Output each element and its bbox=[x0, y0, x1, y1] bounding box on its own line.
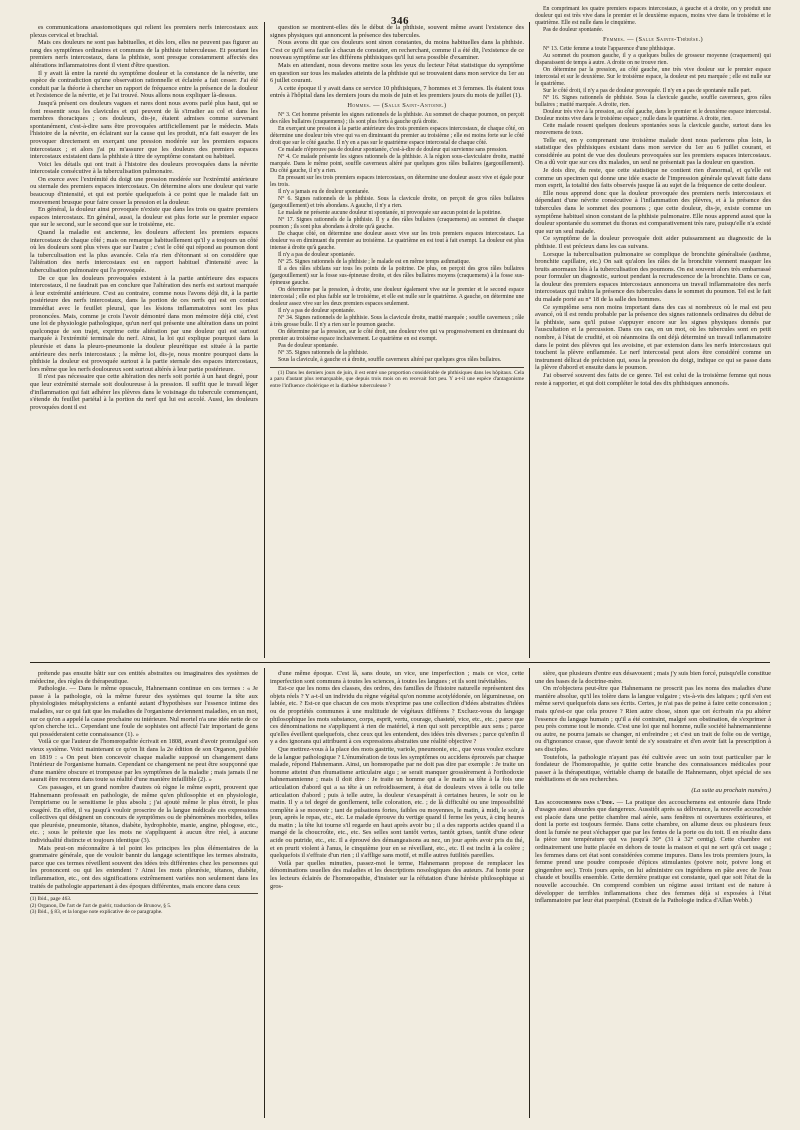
paragraph: Voici les détails qui ont trait à l'histoire des douleurs provoquées dans la névrite intercostale consécutive à la tuberculisation pulmonaire. bbox=[30, 160, 258, 176]
paragraph: Mais peut-on méconnaître à tel point les principes les plus élémentaires de la grammaire générale, que de vouloir bannir du langage scientifique les termes abstraits, parce que ces termes réveillent souvent des idées très différentes chez les personnes qui les prononcent ou qui les entendent ? Ainsi les mots pleurésie, tétanos, diabète, inflammation, etc., ont des significations extrêmement variées non seulement dans les traités de pathologie appartenant à des époques différentes, mais encore dans ceux bbox=[30, 844, 258, 890]
top-vertical-rule-1 bbox=[264, 22, 265, 658]
case-paragraph: De chaque côté, on détermine une douleur assez vive sur les trois premiers espaces intercostaux. La douleur va en diminuant du premier au troisième. Le quatrième en est tout à fait exempt. La douleur est plus intense à droite qu'à gauche. bbox=[270, 230, 524, 251]
news-item-title: Les accouchemens dans l'Inde. bbox=[535, 798, 615, 806]
top-column-2 bbox=[270, 24, 524, 658]
paragraph: Quand la maladie est ancienne, les douleurs affectent les premiers espaces intercostaux de chaque côté ; mais on remarque habituellement qu'il y a toujours un côté où les douleurs sont plus vives que sur l'autre ; c'est le côté qui répond au poumon dont la tuberculisation est la plus avancée. Cela n'a rien d'étonnant si on considère que l'altération des nerfs intercostaux est en rapport habituel d'intensité avec la tuberculisation pulmonaire qui l'a provoquée. bbox=[30, 229, 258, 274]
case-paragraph: En comprimant les quatre premiers espaces intercostaux, à gauche et à droite, on y produit une douleur qui est très vive dans le premier et le deuxième espaces, moins vive dans le troisième et le quatrième. Elle est nulle dans le cinquième. bbox=[535, 6, 771, 26]
paragraph: Ce symptôme sera non moins important dans des cas si nombreux où le mal est peu avancé, où il est rendu probable par la présence des signes rationnels ordinaires du début de la phthisie, sans qu'il puisse s'appuyer encore sur les signes physiques donnés par l'auscultation et la percussion. Dans ces cas, en un mot, où les tubercules sont en petit nombre, à l'état de crudité, et où néanmoins ils ont déjà déterminé un travail inflammatoire dans le point des plèvres qui les avoisine, et par extension dans les nerfs intercostaux qui touchent la plèvre enflammée. Le nerf intercostal peut alors être considéré comme un instrument délicat de précision qui, sous la pression du doigt, indique ce qui se passe dans la plèvre d'abord et ensuite dans le poumon. bbox=[535, 303, 771, 372]
case-paragraph: Ce malade n'éprouve pas de douleur spontanée, c'est-à-dire de douleur qui survienne sans pression. bbox=[278, 146, 508, 153]
paragraph: Il n'est pas nécessaire que cette altération des nerfs soit portée à un haut degré, pour que leur extrémité sternale soit douloureuse à la pression. Il suffit que le travail léger d'inflammation qui fait adhérer les plèvres dans le voisinage du tubercule commençant, s'étende du feuillet pariétal à la portion du nerf qui lui est accolé. Aussi, les douleurs provoquées dont il est bbox=[30, 373, 258, 411]
paragraph: es communications anastomotiques qui relient les premiers nerfs intercostaux aux plexus cervical et brachial. bbox=[30, 24, 258, 39]
case-paragraph: Douleur très vive à la pression, au côté gauche, dans le premier et le deuxième espace intercostal. Douleur moins vive dans le troisième espace ; nulle dans le quatrième. A droite, rien. bbox=[535, 108, 771, 122]
case-paragraph: Sous la clavicule, à gauche et à droite, souffle caverneux altéré par quelques gros râles bullaires. bbox=[278, 356, 502, 363]
case-paragraph: On détermine par la pression, à droite, une douleur également vive sur le premier et le second espace intercostal ; elle est plus faible sur le troisième, et elle est nulle sur le quatrième. A gauche, on détermine une douleur assez vive sur les deux premiers espaces seulement. bbox=[270, 286, 524, 307]
paragraph: J'ai observé souvent des faits de ce genre. Tel est celui de la troisième femme qui nous reste à rapporter, et qui doit compléter le total des dix phthisiques annoncés. bbox=[535, 372, 771, 387]
paragraph: Ces passages, et un grand nombre d'autres où règne le même esprit, prouvent que Hahnemann professait en pathologie, de même qu'en philosophie et en physiologie, l'empirisme ou le sensitisme le plus absolu ; j'ai ajouté même le plus étroit, le plus exagéré. En effet, il va jusqu'à vouloir proscrire de la langue médicale ces expressions collectives qui désignent un concours de symptômes ou de phénomènes morbides, telles que pleurésie, pneumonie, tétanos, diabète, hydrophobie, manie, angine, phlogose, etc., etc. ; sous le prétexte que les mots ne s'appliquent à aucun être réel, à aucune individualité distincte et toujours identique (3). bbox=[30, 783, 258, 845]
case-paragraph: Sur le côté droit, il n'y a pas de douleur provoquée. Il n'y en a pas de spontanée nulle part. bbox=[543, 87, 752, 94]
paragraph: Lorsque la tuberculisation pulmonaire se complique de bronchite généralisée (asthme, bronchite capillaire, etc.) On sait qu'alors les râles de la bronchite viennent masquer les bruits anormaux liés à la tuberculisation des poumons. On est souvent alors très embarrassé pour formuler un diagnostic, surtout pendant la recrudescence de la bronchite. Dans ce cas, la douleur des premiers espaces intercostaux annoncera un travail inflammatoire des nerfs intercostaux qui trahira la présence des tubercules dans le sommet du poumon. Tel est le fait du malade porté au n° 18 de la salle des hommes. bbox=[535, 250, 771, 304]
case-paragraph: N° 25. Signes rationnels de la phthisie ; le malade est en même temps asthmatique. bbox=[278, 258, 471, 265]
paragraph: Que mettrez-vous à la place des mots gastrite, variole, pneumonie, etc., que vous voulez exclure de la langue pathologique ? L'énumération de tous les symptômes ou accidens éprouvés par chaque malade, répond Hahnemann. Ainsi, un homœopathe par ne doit pas dire par exemple : Je traite un homme atteint d'un rhumatisme articulaire aigu ; se serait manquer grossièrement à l'orthodoxie hahnemannienne ; mais il doit dire : Je traite un homme qui a le matin sa tête à la fois une articulation d'abord qui a sa tête à un refroidissement, à état de douleurs vives à telle ou telle articulation d'abord ; puis à telle autre, la douleur s'exaspérait à certaines heures, le soir ou le matin. Il y a tel degré de gonflement, telle coloration, etc. ; de là difficulté ou une impossibilité complète à se mouvoir ; tant de pulsations fortes, faibles ou moyennes, le matin, à midi, le soir, à jeun, après le repas, etc., etc. Le malade éprouve du vertige quand il ferme les yeux, à cinq heures du matin ; la tête lui tourne s'il regarde en haut après avoir bu ; il a des rapports acides quand il a mangé de la choucroûte, etc., etc. Ses selles sont tantôt vertes, tantôt grises, tantôt d'une odeur acide ou putride, etc., etc. Il a éprouvé des démangeaisons au nez, un jour après avoir pris du thé, et en prurit violent à l'anus, le cinquième jour en se réveillant, etc., etc. Il est inclin à la colère ; quelquefois il s'effraie d'un rien ; il s'afflige sans motif, et mille autres futilités pareilles. bbox=[270, 745, 524, 860]
section-divider bbox=[30, 662, 770, 663]
paragraph: De ce que les douleurs provoquées existent à la partie antérieure des espaces intercostaux, il ne faudrait pas en conclure que l'altération des nerfs est surtout marquée à leur extrémité antérieure. C'est au contraire, comme nous l'avons déjà dit, à la partie postérieure des nerfs intercostaux, dans la portion de ces nerfs qui est en contact immédiat avec le feuillet pleural, que les lésions inflammatoires sont les plus prononcées. Mais, comme je crois l'avoir démontré dans mon mémoire déjà cité, c'est une loi de physiologie pathologique, qu'un nerf qui présente une altération dans un point quelconque de son trajet, exprime cette altération par une douleur qui est surtout marquée à l'extrémité terminale du nerf. Ainsi, la loi qui explique pourquoi dans la pleurésie et dans la pleuro-pneumonie la douleur pleurétique est située à la partie antérieure des nerfs intercostaux ; la même loi, dis-je, nous montre pourquoi dans la phthisie la douleur est provoquée surtout à la partie sternale des espaces intercostaux, lors même que les nerfs douloureux sont surtout altérés à leur partie postérieure. bbox=[30, 274, 258, 373]
case-paragraph: N° 35. Signes rationnels de la phthisie. bbox=[278, 349, 369, 356]
case-paragraph: Cette malade ressent quelques douleurs spontanées sous la clavicule gauche, surtout dans les mouvemens de toux. bbox=[535, 122, 771, 136]
paragraph: Mais en attendant, nous devons mettre sous les yeux du lecteur l'état statistique du symptôme en question sur tous les malades atteints de la phthisie qui se trouvaient dans mon service du 1er au 6 juillet courant. bbox=[270, 61, 524, 85]
paragraph: Ce symptôme de la douleur provoquée doit aider puissamment au diagnostic de la phthisie. Il est précieux dans les cas suivans. bbox=[535, 235, 771, 250]
top-column-3 bbox=[535, 6, 771, 658]
paragraph: A cette époque il y avait dans ce service 10 phthisiques, 7 hommes et 3 femmes. Ils étaient tous entrés à l'hôpital dans les derniers jours du mois de juin et les premiers jours du mois de juillet (1). bbox=[270, 84, 524, 100]
paragraph: Voilà ce que l'auteur de l'homœopathie écrivait en 1808, avant d'avoir promulgué son vieux système. Voici maintenant ce qu'on lit dans la 2e édition de son Organon, publiée en 1819 : « On peut bien concevoir chaque maladie supposé un changement dans l'intérieur de l'organisme humain. Cependant ce changement ne peut être soupçonné que d'une manière obscure et trompeuse par les symptômes de la maladie ; mais jamais il ne saurait être reconnu dans toute sa réalité d'une manière infaillible (2). » bbox=[30, 738, 258, 784]
section-heading-women: Femmes. — (Salle Sainte-Thérèse.) bbox=[602, 36, 704, 43]
case-paragraph: N° 3. Cet homme présente les signes rationnels de la phthisie. Au sommet de chaque poumon, on perçoit des râles bullaires (craquemens) ; ils sont plus forts à gauche qu'à droite. bbox=[270, 111, 524, 125]
case-paragraph: Pas de douleur spontanée. bbox=[278, 342, 339, 349]
bottom-vertical-rule-1 bbox=[264, 668, 265, 1118]
continued-note: (La suite au prochain numéro.) bbox=[691, 786, 771, 794]
paragraph: Pathologie. — Dans le même opuscule, Hahnemann continue en ces termes : « Je passe à la pathologie, où la même fureur des systèmes qui tourne la tête aux physiologistes métaphysiciens a enfanté autant d'hypothèses sur l'essence intime des maladies, sur ce qui fait que les maladies de l'organisme deviennent maladies, en un mot, sur ce qu'on a appelé la cause prochaine ou intérieure. Nul mortel n'a une idée nette de ce qu'on cherche ici... Cependant une foule de sophistes ont affecté l'air important de gens qui posséderaient cette connaissance (1). » bbox=[30, 685, 258, 738]
case-paragraph: Le malade ne présente aucune douleur ni spontanée, ni provoquée sur aucun point de la poitrine. bbox=[278, 209, 502, 216]
case-paragraph: N° 17. Signes rationnels de la phthisie. Il y a des râles bullaires (craquemens) au sommet de chaque poumon ; ils sont plus abondans à droite qu'à gauche. bbox=[270, 216, 524, 230]
case-paragraph: N° 4. Ce malade présente les signes rationnels de la phthisie. A la région sous-claviculaire droite, matité marquée. Dans le même point, souffle caverneux altéré par quelques gros râles bullaires (gargouillement). Du côté gauche, il n'y a rien. bbox=[270, 153, 524, 174]
paragraph: On exerce avec l'extrémité du doigt une pression modérée sur l'extrémité antérieure ou sternale des premiers espaces intercostaux. On détermine alors une douleur qui varie beaucoup d'intensité, et qui est portée quelquefois à ce point que le malade fait un mouvement brusque pour faire cesser la pression et la douleur. bbox=[30, 175, 258, 206]
paragraph: d'une même époque. C'est là, sans doute, un vice, une imperfection ; mais ce vice, cette imperfection sont communs à toutes les sciences, à toutes les langues ; et ils sont inévitables. bbox=[270, 670, 524, 685]
bottom-column-1 bbox=[30, 670, 258, 1118]
case-paragraph: Pas de douleur spontanée. bbox=[543, 27, 604, 33]
news-item bbox=[535, 799, 771, 905]
footnote: (3) Ibid., § 83, et la longue note explicative de ce paragraphe. bbox=[30, 909, 163, 916]
case-paragraph: N° 16. Signes rationnels de phthisie. Sous la clavicule gauche, souffle caverneux, gros râles bullaires ; matité marquée. A droite, rien. bbox=[535, 94, 771, 108]
top-vertical-rule-2 bbox=[529, 22, 530, 658]
paragraph: prétende pas ensuite bâtir sur ces entités abstraites ou imaginaires des systèmes de médecine, des règles de thérapeutique. bbox=[30, 670, 258, 685]
bottom-vertical-rule-2 bbox=[529, 668, 530, 1118]
case-paragraph: On détermine par la pression, au côté gauche, une très vive douleur sur le premier espace intercostal et sur le deuxième. Sur le troisième espace, la douleur est peu marquée ; elle est nulle sur le quatrième. bbox=[535, 66, 771, 87]
case-paragraph: N° 34. Signes rationnels de la phthisie. Sous la clavicule droite, matité marquée ; souffle caverneux ; râle à très grosse bulle. Il n'y a rien sur le poumon gauche. bbox=[270, 314, 524, 328]
page-number: 346 bbox=[391, 15, 409, 27]
paragraph: Est-ce que les noms des classes, des ordres, des familles de l'histoire naturelle représentent des objets réels ? Y a-t-il un individu du règne végétal qu'on nomme acotylédonée, on légumineuse, on labiée, etc. ? Est-ce que chacun de ces mots n'exprime pas une collection d'idées abstraites d'idées ou de propriétés communes à une multitude de végétaux différens ? Excluez-vous du langage philosophique les mots substance, corps, esprit, vertu, courage, chasteté, vice, etc., etc. ; parce que ces dénominations ne s'appliquent à rien de matériel, à rien qui soit perceptible aux sens ; parce qu'elles éveillent quelquefois, chez ceux qui les entendent, des idées très diverses ; parce qu'enfin il y a des ignorans qui attribuent à ces expressions abstraites une réalité objective ? bbox=[270, 685, 524, 746]
top-column-1 bbox=[30, 24, 258, 658]
case-paragraph: En pressant sur les trois premiers espaces intercostaux, on détermine une douleur assez vive et égale pour les trois. bbox=[270, 174, 524, 188]
paragraph: En général, la douleur ainsi provoquée n'existe que dans les trois ou quatre premiers espaces intercostaux. En général, aussi, la douleur est plus forte sur le premier espace que sur le second, sur le second que sur le troisième, etc. bbox=[30, 206, 258, 229]
paragraph: Je dois dire, du reste, que cette statistique ne contient rien d'anormal, et qu'elle est comme un specimen qui donne une idée exacte de l'impression générale qu'avait faite dans mon esprit, la totalité des faits observés jusque là au sujet de la fréquence de cette douleur. bbox=[535, 166, 771, 190]
case-paragraph: Au sommet du poumon gauche, il y a quelques bulles de grosseur moyenne (craquement) qui disparaissent de temps à autre. A droite on ne trouve rien. bbox=[535, 52, 771, 66]
case-paragraph: Il a des râles sibilans sur tous les points de la poitrine. De plus, on perçoit des gros râles bullaires (gargouillement) sur la fosse sus-épineuse droite, et des râles bullaires moyens (craquemens) à la fosse sus-épineuse gauche. bbox=[270, 265, 524, 286]
paragraph: Telle est, en y comprenant une troisième malade dont nous parlerons plus loin, la statistique des phthisiques existant dans mon service du 1er au 6 juillet courant, et considérée au point de vue des douleurs provoquées sur les premiers espaces intercostaux. On a dû voir que sur ces dix malades, un seul ne présentait pas la douleur en question. bbox=[535, 136, 771, 167]
case-paragraph: On détermine par la pression, sur le côté droit, une douleur vive qui va progressivement en diminuant du premier au troisième espace inclusivement. Le quatrième en est exempt. bbox=[270, 328, 524, 342]
paragraph: Elle nous apprend donc que la douleur provoquée des premiers nerfs intercostaux et dépendant d'une névrite consécutive à l'inflammation des plèvres, et à la présence des tubercules dans le sommet des poumons ; que cette douleur, dis-je, existe comme un symptôme habituel sinon constant de la phthisie pulmonaire. Elle nous apprend aussi que la douleur spontanée du sommet du thorax est comparativement très rare, puisqu'elle n'a existé que sur un seul malade. bbox=[535, 189, 771, 235]
case-paragraph: N° 6. Signes rationnels de la phthisie. Sous la clavicule droite, on perçoit de gros râles bullaires (gargouillement) et très abondans. A gauche, il n'y a rien. bbox=[270, 195, 524, 209]
case-paragraph: En exerçant une pression à la partie antérieure des trois premiers espaces intercostaux, de chaque côté, on détermine une douleur très vive qui va en diminuant du premier au troisième ; elle est moins forte sur le côté droit que sur le côté gauche. Il n'y en a pas sur le quatrième espace intercostal de chaque côté. bbox=[270, 125, 524, 146]
paragraph: Toutefois, la pathologie n'ayant pas été cultivée avec un soin tout particulier par le fondateur de l'homœopathie, je quitte cette branche des connaissances médicales pour passer à la thérapeutique, véritable champ de bataille de Hahnemann, objet spécial de ses méditations et de ses recherches. bbox=[535, 753, 771, 784]
paragraph: On m'objectera peut-être que Hahnemann ne proscrit pas les noms des maladies d'une manière absolue, qu'il les tolère dans la langue vulgaire ; vis-à-vis des laïques ; qu'il s'en est même servi quelquefois dans ses écrits. Certes, je n'ai pas de peine à faire cette concession ; mais qu'est-ce que cela prouve ? Rien autre chose, sinon que cet écrivain n'a pu altérer l'essence du langage humain ; qu'il a été contraint, malgré son obstination, de s'exprimer à peu près comme tout le monde. C'est une loi que nul homme, nulle société hahnemannienne ou autre, ne pourra jamais se changer, ni enfreindre ; et c'est un trait de folie ou de vertige, ou d'ignorance crasse, que d'avoir tenté de s'y soustraire et d'en avoir fait la prescription à ses disciples. bbox=[535, 685, 771, 753]
footnote: (1) Ibid., page 463. bbox=[30, 896, 72, 903]
paragraph: Nous avons dit que ces douleurs sont sinon constantes, du moins habituelles dans la phthisie. C'est ce qu'il sera facile à chacun de constater, en recherchant, comme il a été dit, l'existence de ce nouveau symptôme sur les différens phthisiques qu'il lui sera possible d'examiner. bbox=[270, 39, 524, 62]
paragraph: sière, que plusieurs d'entre eux désavouent ; mais j'y suis bien forcé, puisqu'elle constitue une des bases de la doctrine-mère. bbox=[535, 670, 771, 685]
paragraph: question se montrent-elles dès le début de la phthisie, souvent même avant l'existence des signes physiques qui annoncent la présence des tubercules. bbox=[270, 24, 524, 39]
case-paragraph: Il n'y a pas de douleur spontanée. bbox=[278, 307, 356, 314]
paragraph: Mais ces douleurs ne sont pas habituelles, et dès lors, elles ne peuvent pas figurer au rang des symptômes ordinaires et communs de la phthisie tuberculeuse. Et pourtant les premiers nerfs intercostaux, dans la phthisie, sont presque constamment affectés des altérations inflammatoires dont il vient d'être question. bbox=[30, 39, 258, 69]
bottom-column-3 bbox=[535, 670, 771, 1118]
paragraph: Il y avait là entre la rareté du symptôme douleur et la constance de la névrite, une espèce de contradiction qu'une observation rationnelle et éclairée a fait cesser. J'ai été conduit par la théorie à chercher un rapport de fréquence entre la présence de la douleur et l'existence de la névrite, et je l'ai trouvé. Nous allons nous expliquer là-dessus. bbox=[30, 69, 258, 100]
case-paragraph: Il n'y a pas de douleur spontanée. bbox=[278, 251, 356, 258]
case-paragraph: N° 13. Cette femme a toute l'apparence d'une phthisique. bbox=[543, 45, 675, 52]
paragraph: Voilà par quelles minuties, passez-moi le terme, Hahnemann propose de remplacer les dénominations usuelles des maladies et les descriptions nosologiques des auteurs. J'ai honte pour les lecteurs éclairés de l'homœopathie, d'insister sur la réfutation d'une hérésie philosophique si gros- bbox=[270, 859, 524, 890]
bottom-column-2 bbox=[270, 670, 524, 1118]
footnotes bbox=[30, 893, 258, 916]
news-item-body: — La pratique des accouchemens est entourée dans l'Inde d'usages aussi absurdes que dangereux. Aussitôt après sa délivrance, la nouvelle accouchée est placée dans une petite chambre mal aérée, sans fenêtres ni ouvertures extérieures, et dont la porte est toujours fermée. Dans cette chambre, on allume deux ou plusieurs feux dont la fumée ne peut s'échapper que par les fentes de la porte ou du toit. Il en résulte dans la pièce une température qui va jusqu'à 30° (31 à 32° centig). Cette chambre est ordinairement une hutte placée en dehors de toute la maison et qui ne sert qu'à cet usage ; les femmes dans cet état sont considérées comme impures. Dans les trois premiers jours, la femme prend une poudre composée d'épices stimulantes (poivre noir, poivre long et gingembre sec). Trois jours après, on lui administre ces ingrédiens en pâte avec de l'eau chaude et bouillis ensemble. Cette dernière pratique est constante, quel que soit l'état de la nouvelle accouchée. On comprend combien un régime aussi irritant est de nature à développer de terribles inflammations chez des femmes déjà si exposées à l'état inflammatoire par leur état puerpéral. (Extrait de la Pathologie indica d'Allan Webb.) bbox=[535, 798, 771, 905]
footnote: (1) Dans les derniers jours de juin, il est entré une proportion considérable de phthisiques dans les hôpitaux. Cela a paru d'autant plus remarquable, que depuis trois mois on en recevait fort peu. Y a-t-il une espèce d'antagonisme entre l'influence cholérique et la diathèse tuberculeuse ? bbox=[270, 367, 524, 390]
footnote: (2) Organon, De l'art de l'art de guérir, traduction de Brunow, § 5. bbox=[30, 902, 172, 909]
case-paragraph: Il n'y a jamais eu de douleur spontanée. bbox=[278, 188, 370, 195]
paragraph: Jusqu'à présent ces douleurs vagues et rares dont nous avons parlé plus haut, qui se font ressentir sous les clavicules et qui peuvent de là s'irradier au col et dans les membres thoraciques ; ces douleurs, dis-je, étaient admises comme survenant spontanément, c'est-à-dire sans être provoquées artificiellement par le médecin. Mais l'histoire de la névrite, en éclairant sur la cause qui les produit, m'a fait essayer de les provoquer directement en exerçant une pression modérée sur les premiers espaces intercostaux ; et alors j'ai pu m'assurer que les douleurs des premiers espaces intercostaux existaient dans la phthisie à titre de symptôme constant ou habituel. bbox=[30, 99, 258, 161]
section-heading-men: Hommes. — (Salle Saint-Antoine.) bbox=[347, 101, 447, 109]
